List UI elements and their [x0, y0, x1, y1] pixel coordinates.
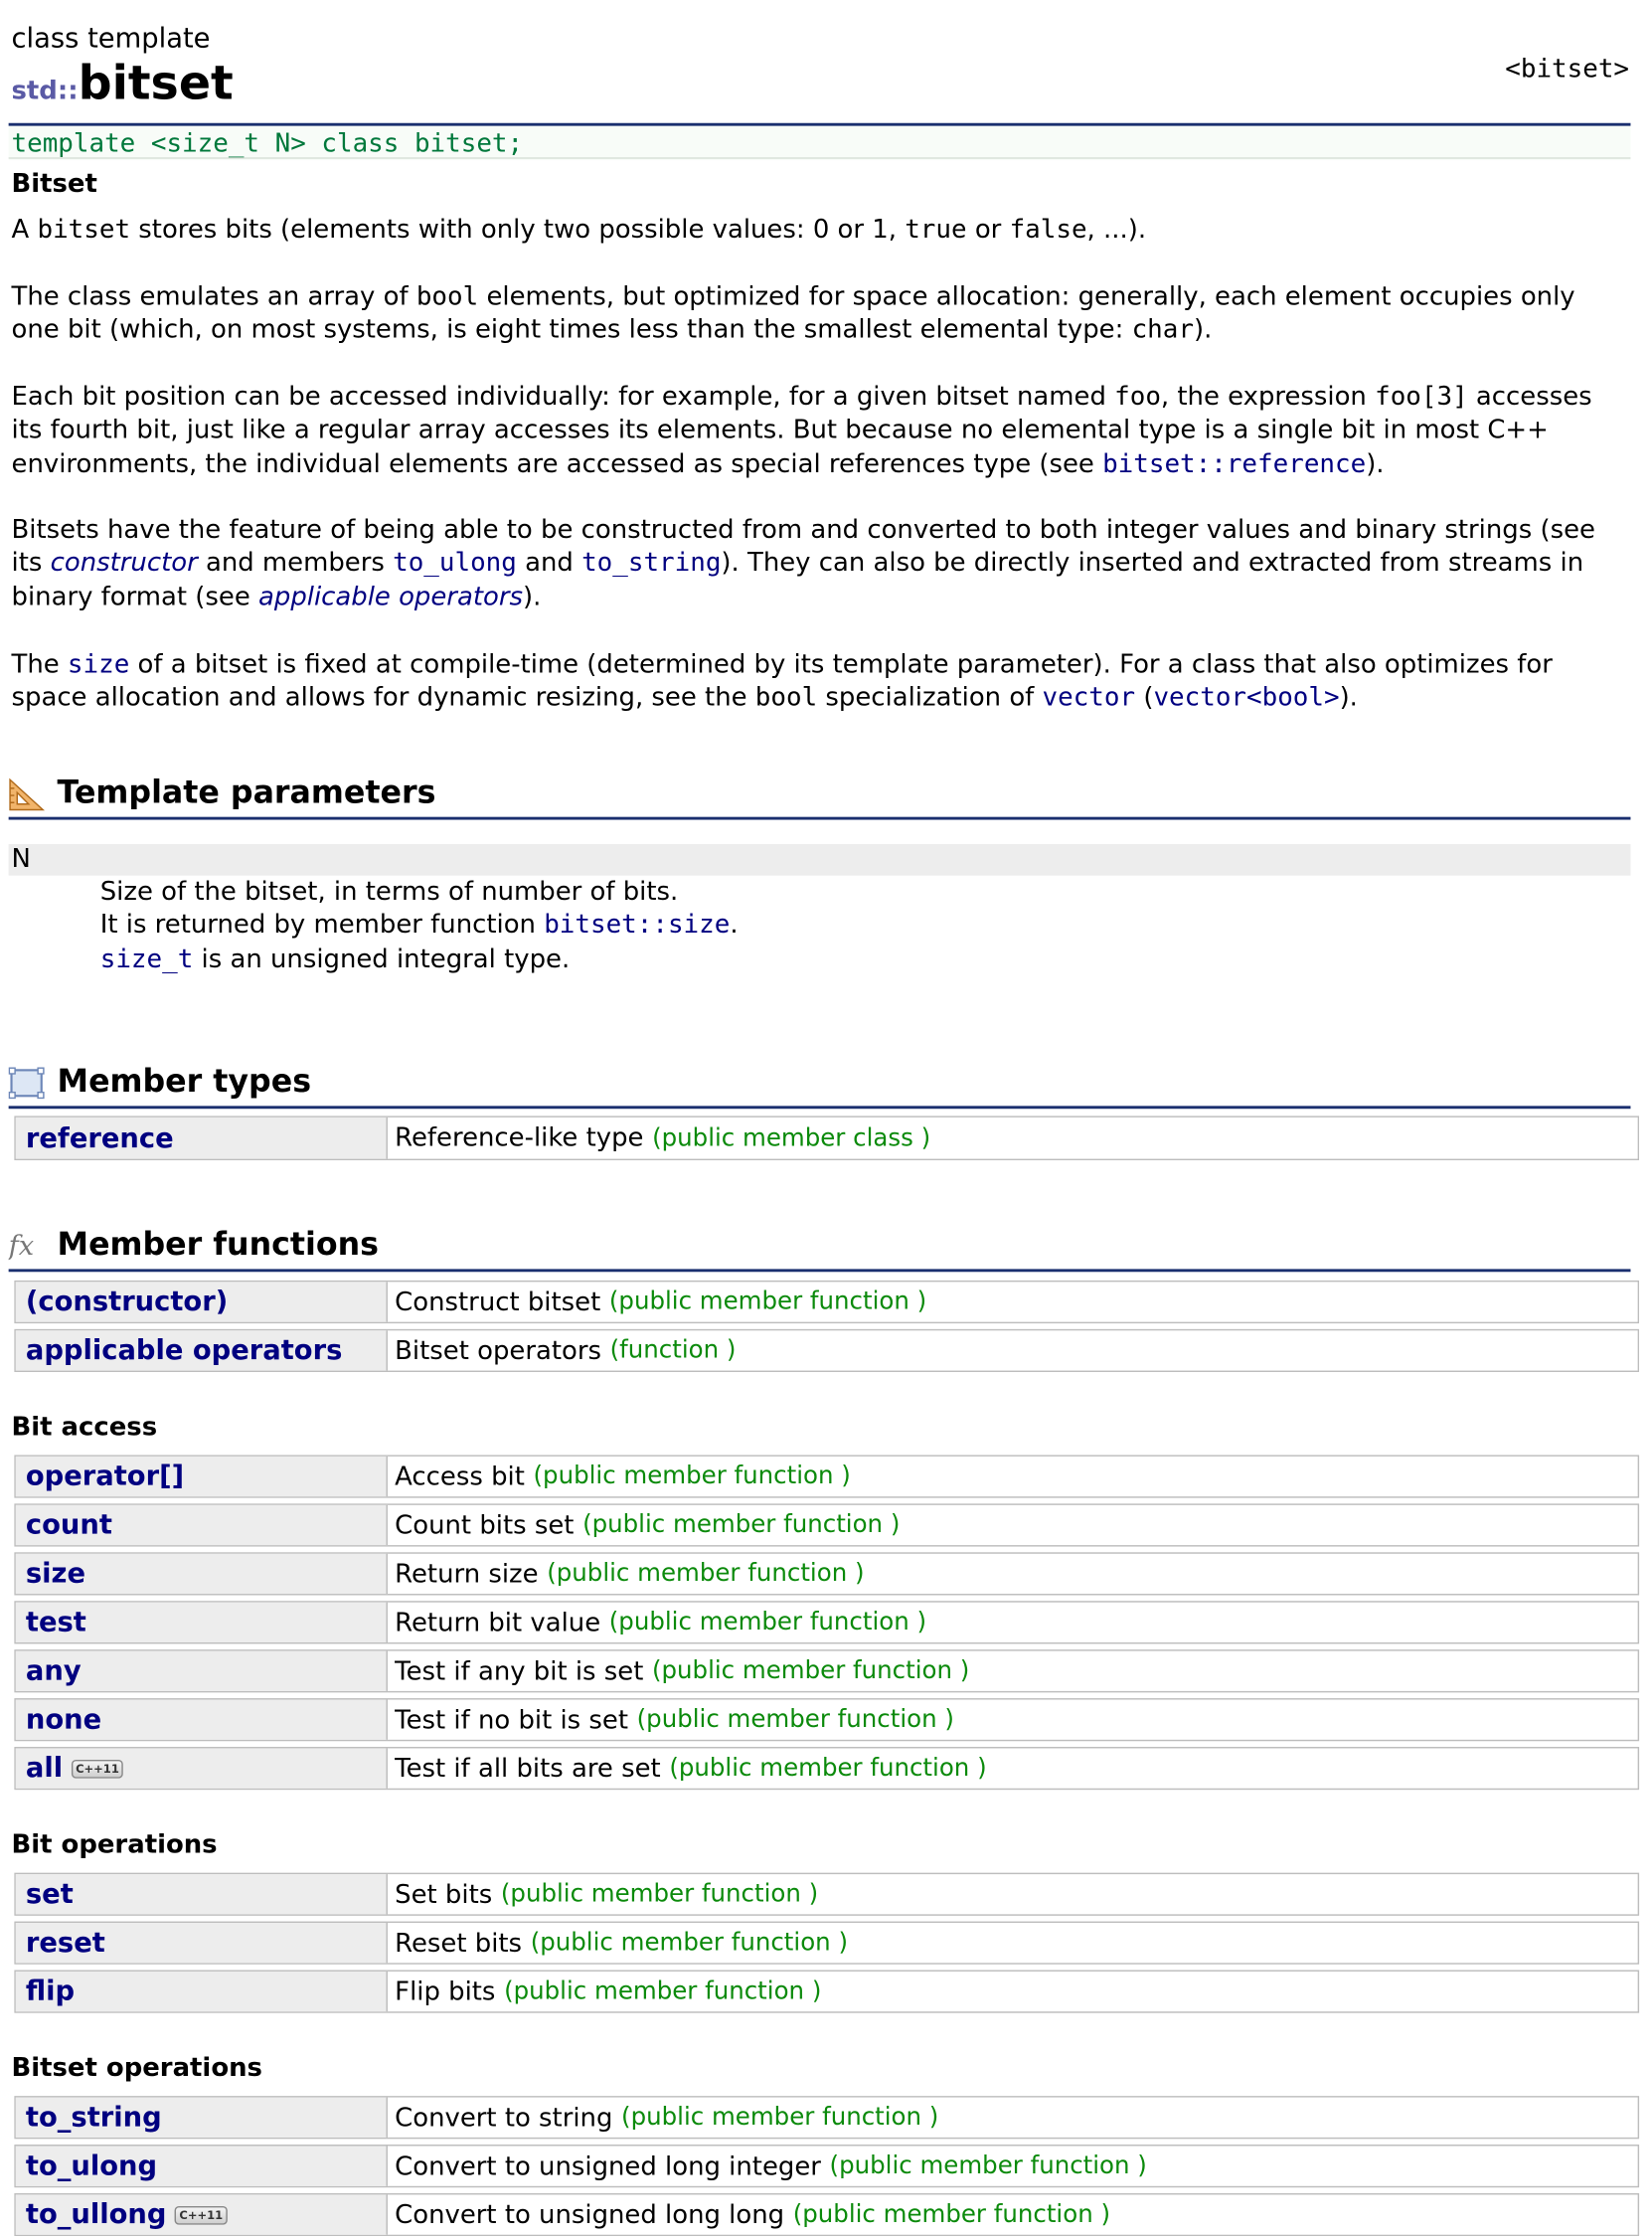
group-heading-bit-access: Bit access	[11, 1412, 158, 1443]
table-row	[14, 1649, 1639, 1692]
link-to-ulong[interactable]: to_ulong	[393, 548, 517, 579]
member-name-operator-index[interactable]: operator[]	[16, 1457, 388, 1496]
link-vector-bool[interactable]: vector<bool>	[1153, 682, 1340, 714]
member-description: Test if no bit is set (public member function )	[395, 1704, 954, 1735]
namespace-label: std::	[11, 76, 79, 106]
table-row	[14, 1601, 1639, 1643]
declaration-divider	[9, 157, 1631, 158]
link-applicable-operators[interactable]: applicable operators	[258, 582, 523, 612]
member-name-all[interactable]: all C++11	[16, 1748, 388, 1788]
member-description: Reference-like type (public member class )	[395, 1122, 931, 1153]
link-bitset-reference[interactable]: bitset::reference	[1102, 448, 1367, 479]
template-declaration: template <size_t N> class bitset;	[9, 123, 1631, 160]
table-row	[14, 1971, 1639, 2013]
table-row	[14, 2096, 1639, 2139]
section-title: Template parameters	[57, 774, 436, 811]
member-description: Flip bits (public member function )	[395, 1976, 822, 2007]
page-title	[12, 55, 234, 112]
member-description: Convert to string (public member function )	[395, 2102, 939, 2133]
intro-paragraph-2: The class emulates an array of bool elements, but optimized for space allocation: generally, each element occupies only one bit (which, on most systems, is eight times less than the smallest elemental type: char).	[11, 281, 1575, 346]
section-template-parameters	[9, 774, 1631, 819]
table-row	[14, 2193, 1639, 2236]
link-size-t[interactable]: size_t	[99, 944, 194, 974]
member-name-none[interactable]: none	[16, 1700, 388, 1740]
table-row	[14, 1329, 1639, 1372]
member-name-count[interactable]: count	[16, 1505, 388, 1545]
member-description: Bitset operators (function )	[395, 1335, 737, 1366]
member-name-test[interactable]: test	[16, 1603, 388, 1642]
param-name-n: N	[9, 844, 1631, 876]
section-title: Member types	[57, 1064, 312, 1101]
link-constructor[interactable]: constructor	[50, 548, 198, 579]
member-description: Convert to unsigned long integer (public member function )	[395, 2150, 1147, 2181]
member-description: Return bit value (public member function )	[395, 1607, 927, 1637]
section-member-types	[9, 1063, 1631, 1109]
section-member-functions	[9, 1226, 1631, 1272]
cpp11-badge: C++11	[175, 2205, 227, 2224]
group-heading-bitset-operations: Bitset operations	[11, 2052, 262, 2084]
cpp11-badge: C++11	[72, 1759, 123, 1778]
member-description: Access bit (public member function )	[395, 1461, 851, 1492]
member-description: Test if all bits are set (public member function )	[395, 1753, 987, 1784]
svg-text:fx: fx	[8, 1231, 35, 1263]
class-title: bitset	[78, 54, 234, 110]
section-title: Member functions	[57, 1227, 380, 1264]
intro-paragraph-3: Each bit position can be accessed individually: for example, for a given bitset named foo, the expression foo[3] accesses its fourth bit, just like a regular array accesses its elements. But because no elemental type is a single bit in most C++ environments, the individual elements are accessed as special references type (see bitset::reference).	[11, 382, 1592, 479]
table-row	[14, 1698, 1639, 1741]
member-name-to-ullong[interactable]: to_ullong C++11	[16, 2194, 388, 2234]
fx-icon	[9, 1229, 46, 1264]
member-description: Convert to unsigned long long (public member function )	[395, 2199, 1111, 2230]
box-icon	[9, 1066, 46, 1101]
member-name-set[interactable]: set	[16, 1874, 388, 1914]
member-description: Return size (public member function )	[395, 1558, 865, 1590]
link-to-string[interactable]: to_string	[581, 548, 722, 579]
link-bitset-size[interactable]: bitset::size	[544, 910, 731, 941]
intro-subtitle: Bitset	[11, 168, 97, 200]
table-row	[14, 1747, 1639, 1790]
table-row	[14, 1922, 1639, 1965]
intro-paragraph-5: The size of a bitset is fixed at compile-time (determined by its template parameter). For a class that also optimizes for space allocation and allows for dynamic resizing, see the bool specialization of vector (vector<bool>).	[11, 649, 1553, 714]
member-name-constructor[interactable]: (constructor)	[16, 1282, 388, 1321]
table-row	[14, 1552, 1639, 1595]
intro-paragraph-4: Bitsets have the feature of being able to be constructed from and converted to both integer values and binary strings (see its constructor and members to_ulong and to_string). They can also be directly inserted and extracted from streams in binary format (see applicable operators).	[11, 515, 1595, 612]
param-description: Size of the bitset, in terms of number of bits. It is returned by member function bitset::size. size_t is an unsigned integral type.	[99, 877, 739, 974]
header-file-label: <bitset>	[1505, 54, 1630, 85]
member-name-flip[interactable]: flip	[16, 1972, 388, 2011]
member-name-applicable-operators[interactable]: applicable operators	[16, 1330, 388, 1370]
link-size[interactable]: size	[67, 649, 130, 680]
table-row	[14, 1116, 1639, 1160]
link-vector[interactable]: vector	[1042, 682, 1136, 714]
table-row	[14, 2145, 1639, 2187]
set-square-icon	[9, 776, 46, 811]
member-name-any[interactable]: any	[16, 1651, 388, 1691]
member-name-reference[interactable]: reference	[16, 1118, 388, 1159]
member-description: Reset bits (public member function )	[395, 1928, 848, 1959]
member-description: Test if any bit is set (public member function )	[395, 1655, 970, 1686]
group-heading-bit-operations: Bit operations	[11, 1829, 218, 1860]
member-name-reset[interactable]: reset	[16, 1923, 388, 1963]
intro-paragraph-1: A bitset stores bits (elements with only two possible values: 0 or 1, true or false, ...).	[11, 214, 1147, 246]
member-name-to-ulong[interactable]: to_ulong	[16, 2147, 388, 2186]
table-row	[14, 1455, 1639, 1497]
table-row	[14, 1503, 1639, 1546]
member-description: Set bits (public member function )	[395, 1879, 819, 1910]
member-description: Construct bitset (public member function )	[395, 1287, 927, 1317]
table-row	[14, 1873, 1639, 1916]
member-name-size[interactable]: size	[16, 1554, 388, 1594]
member-description: Count bits set (public member function )	[395, 1509, 901, 1541]
table-row	[14, 1281, 1639, 1323]
member-name-to-string[interactable]: to_string	[16, 2098, 388, 2138]
entity-kind: class template	[11, 23, 211, 55]
